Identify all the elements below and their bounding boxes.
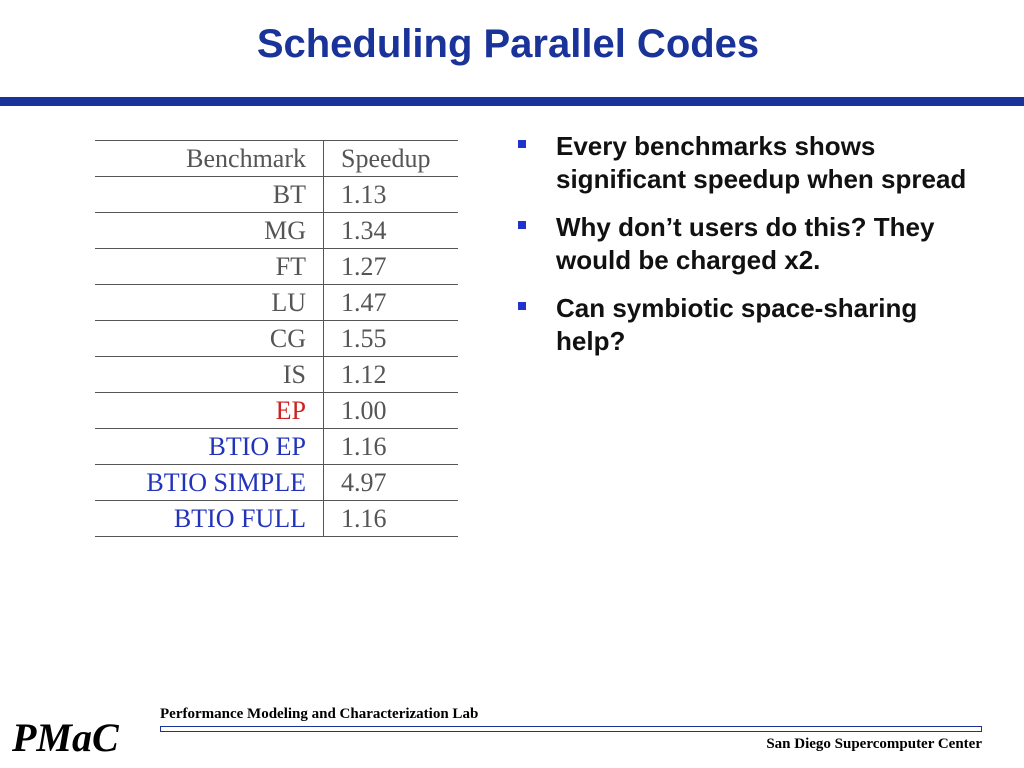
square-bullet-icon xyxy=(518,221,526,229)
benchmark-name: LU xyxy=(95,285,324,321)
speedup-value: 1.27 xyxy=(324,249,459,285)
table-row xyxy=(95,249,458,285)
table-header-row xyxy=(95,141,458,177)
speedup-value: 1.47 xyxy=(324,285,459,321)
table-row xyxy=(95,321,458,357)
benchmark-name: MG xyxy=(95,213,324,249)
title-divider xyxy=(0,97,1024,106)
bullet-text: Why don’t users do this? They would be charged x2. xyxy=(556,212,935,275)
speedup-value: 1.16 xyxy=(324,501,459,537)
benchmark-name: BTIO EP xyxy=(95,429,324,465)
table-row xyxy=(95,465,458,501)
benchmark-name: BTIO FULL xyxy=(95,501,324,537)
benchmark-table xyxy=(95,140,458,537)
slide-title: Scheduling Parallel Codes xyxy=(256,22,760,66)
footer-divider xyxy=(160,726,982,732)
bullet-item xyxy=(518,130,978,196)
table-row xyxy=(95,357,458,393)
benchmark-name: BTIO SIMPLE xyxy=(95,465,324,501)
bullet-text: Every benchmarks shows significant speedup when spread xyxy=(556,131,967,194)
bullet-text: Can symbiotic space-sharing help? xyxy=(556,293,918,356)
speedup-value: 1.16 xyxy=(324,429,459,465)
footer-center-name: San Diego Supercomputer Center xyxy=(766,736,982,752)
benchmark-name: FT xyxy=(95,249,324,285)
table-row xyxy=(95,213,458,249)
table-row xyxy=(95,501,458,537)
bullet-item xyxy=(518,292,978,358)
footer-lab-name: Performance Modeling and Characterization Lab xyxy=(160,706,479,722)
table-row xyxy=(95,177,458,213)
table-row xyxy=(95,429,458,465)
header-speedup: Speedup xyxy=(324,141,459,177)
speedup-value: 4.97 xyxy=(324,465,459,501)
bullet-list xyxy=(518,130,978,373)
benchmark-name: BT xyxy=(95,177,324,213)
benchmark-name: CG xyxy=(95,321,324,357)
benchmark-name: EP xyxy=(95,393,324,429)
speedup-value: 1.55 xyxy=(324,321,459,357)
bullet-item xyxy=(518,211,978,277)
speedup-value: 1.13 xyxy=(324,177,459,213)
speedup-value: 1.00 xyxy=(324,393,459,429)
benchmark-name: IS xyxy=(95,357,324,393)
square-bullet-icon xyxy=(518,140,526,148)
header-benchmark: Benchmark xyxy=(95,141,324,177)
square-bullet-icon xyxy=(518,302,526,310)
table-row xyxy=(95,285,458,321)
speedup-value: 1.34 xyxy=(324,213,459,249)
speedup-value: 1.12 xyxy=(324,357,459,393)
pmac-logo: PMaC xyxy=(12,715,119,760)
table-row xyxy=(95,393,458,429)
